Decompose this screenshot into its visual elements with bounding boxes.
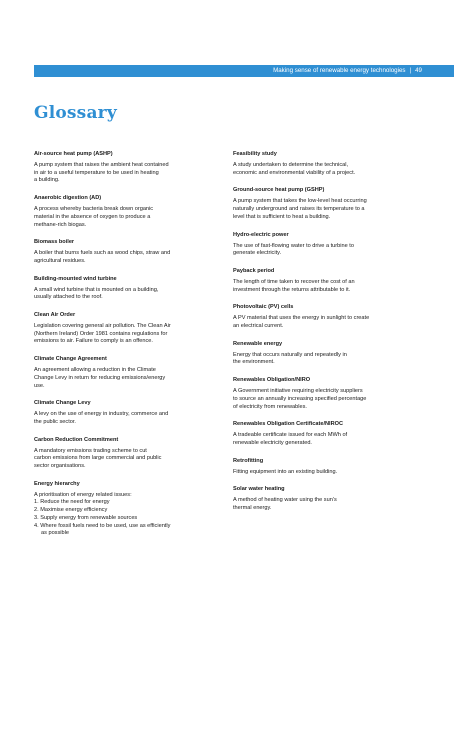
definition-line: sector organisations.: [34, 463, 86, 470]
glossary-right-column: [233, 151, 423, 523]
definition-line: investment through the returns attributable to it.: [233, 286, 351, 293]
definition-line: Legislation covering general air pollution. The Clean Air: [34, 323, 171, 330]
glossary-definition: [34, 162, 220, 185]
glossary-term: Building-mounted wind turbine: [34, 275, 117, 282]
glossary-definition: [233, 352, 423, 367]
glossary-entry: [34, 239, 220, 265]
glossary-term: Ground-source heat pump (GSHP): [233, 187, 325, 194]
glossary-entry: [34, 481, 220, 538]
list-item: 3. Supply energy from renewable sources: [34, 514, 138, 521]
glossary-definition: [233, 497, 423, 512]
definition-line: A process whereby bacteria break down organic: [34, 206, 154, 213]
definition-line: a building.: [34, 177, 60, 184]
definition-line: The length of time taken to recover the cost of an: [233, 278, 355, 285]
definition-line: level that is sufficient to heat a building.: [233, 213, 331, 220]
definition-line: carbon emissions from large commercial and public: [34, 455, 162, 462]
definition-line: in air to a useful temperature to be used in heating: [34, 169, 159, 176]
definition-line: (Northern Ireland) Order 1981 contains regulations for: [34, 330, 168, 337]
definition-line: A levy on the use of energy in industry, commerce and: [34, 411, 169, 418]
definition-line: usually attached to the roof.: [34, 294, 103, 301]
glossary-term: Carbon Reduction Commitment: [34, 436, 119, 443]
definition-line: economic and environmental viability of a project.: [233, 169, 356, 176]
glossary-entry: [34, 151, 220, 185]
definition-line: A pump system that raises the ambient heat contained: [34, 162, 169, 168]
glossary-left-column: [34, 151, 220, 548]
definition-line: Fitting equipment into an existing building.: [233, 468, 338, 475]
glossary-entry: [233, 458, 423, 477]
glossary-term: Climate Change Levy: [34, 400, 91, 407]
glossary-term: Renewable energy: [233, 340, 283, 347]
definition-line: Energy that occurs naturally and repeatedly in: [233, 351, 347, 358]
definition-line: of electricity from renewables.: [233, 403, 307, 410]
definition-line: use.: [34, 382, 45, 389]
definition-line: an electrical current.: [233, 323, 284, 330]
definition-line: A small wind turbine that is mounted on a building,: [34, 286, 159, 293]
glossary-definition: [34, 287, 220, 302]
running-title: Making sense of renewable energy technologies: [273, 67, 406, 74]
glossary-term: Retrofitting: [233, 457, 264, 464]
glossary-entry: [34, 400, 220, 426]
glossary-term: Photovoltaic (PV) cells: [233, 304, 294, 311]
definition-line: the environment.: [233, 359, 275, 366]
glossary-entry: [233, 421, 423, 447]
glossary-definition: [233, 432, 423, 447]
glossary-entry: [233, 268, 423, 294]
definition-line: renewable electricity generated.: [233, 439, 312, 446]
glossary-term: Renewables Obligation Certificate/NIROC: [233, 421, 344, 428]
glossary-entry: [233, 151, 423, 177]
glossary-definition: [233, 388, 423, 411]
definition-line: A mandatory emissions trading scheme to cut: [34, 447, 147, 454]
glossary-definition: [34, 448, 220, 471]
glossary-definition: [34, 367, 220, 390]
header-bar: [34, 65, 454, 77]
definition-line: A tradeable certificate issued for each MWh of: [233, 432, 348, 439]
glossary-term: Biomass boiler: [34, 239, 75, 246]
page-title: Glossary: [34, 103, 117, 123]
definition-line: agricultural residues.: [34, 257, 86, 264]
glossary-definition: [34, 411, 220, 426]
definition-line: A study undertaken to determine the technical,: [233, 162, 349, 168]
glossary-term: Energy hierarchy: [34, 480, 80, 487]
glossary-definition: [233, 315, 423, 330]
definition-line: the public sector.: [34, 418, 76, 425]
glossary-entry: [233, 187, 423, 221]
running-header: [273, 65, 422, 77]
glossary-entry: [233, 377, 423, 411]
glossary-entry: [233, 486, 423, 512]
glossary-definition: [233, 469, 423, 477]
glossary-definition: [34, 206, 220, 229]
glossary-term: Payback period: [233, 267, 275, 274]
glossary-definition-intro: A prioritisation of energy related issues:: [34, 491, 132, 498]
glossary-entry: [34, 312, 220, 346]
glossary-definition: [233, 198, 423, 221]
definition-line: material in the absence of oxygen to produce a: [34, 213, 151, 220]
glossary-term: Anaerobic digestion (AD): [34, 195, 102, 202]
definition-line: Change Levy in return for reducing emissions/energy: [34, 374, 166, 381]
definition-line: thermal energy.: [233, 505, 272, 512]
list-item: 2. Maximise energy efficiency: [34, 507, 108, 514]
glossary-term: Climate Change Agreement: [34, 356, 107, 363]
glossary-entry: [233, 304, 423, 330]
definition-line: A method of heating water using the sun’s: [233, 497, 337, 504]
definition-line: A Government initiative requiring electricity suppliers: [233, 388, 363, 395]
page-number: 49: [415, 67, 422, 74]
glossary-entry: [34, 437, 220, 471]
definition-line: methane-rich biogas.: [34, 221, 87, 228]
glossary-definition: [233, 162, 423, 177]
glossary-term: Solar water heating: [233, 486, 285, 493]
glossary-term: Hydro-electric power: [233, 231, 289, 238]
glossary-entry: [233, 341, 423, 367]
glossary-term: Air-source heat pump (ASHP): [34, 151, 113, 157]
definition-line: emissions to air. Failure to comply is an offence.: [34, 338, 153, 345]
glossary-term: Feasibility study: [233, 151, 277, 157]
list-item-continuation: as possible: [41, 530, 69, 537]
glossary-definition: [233, 279, 423, 294]
definition-line: An agreement allowing a reduction in the Climate: [34, 367, 156, 374]
energy-hierarchy-list: [34, 499, 220, 538]
glossary-entry: [34, 195, 220, 229]
definition-line: to source an annually increasing specified percentage: [233, 395, 367, 402]
definition-line: naturally underground and raises its temperature to a: [233, 206, 365, 213]
glossary-definition: [34, 323, 220, 346]
glossary-entry: [233, 232, 423, 258]
definition-line: A boiler that burns fuels such as wood chips, straw and: [34, 250, 171, 257]
header-separator: |: [409, 67, 412, 74]
definition-line: A pump system that takes the low-level heat occurring: [233, 198, 367, 205]
definition-line: A PV material that uses the energy in sunlight to create: [233, 315, 370, 322]
list-item: 1. Reduce the need for energy: [34, 499, 110, 506]
glossary-entry: [34, 356, 220, 390]
glossary-definition: [233, 243, 423, 258]
glossary-definition: [34, 250, 220, 265]
definition-line: generate electricity.: [233, 250, 282, 257]
list-item: 4. Where fossil fuels need to be used, use as efficiently: [34, 522, 171, 529]
glossary-term: Clean Air Order: [34, 312, 76, 319]
glossary-term: Renewables Obligation/NIRO: [233, 377, 311, 384]
definition-line: The use of fast-flowing water to drive a turbine to: [233, 242, 354, 249]
glossary-entry: [34, 276, 220, 302]
